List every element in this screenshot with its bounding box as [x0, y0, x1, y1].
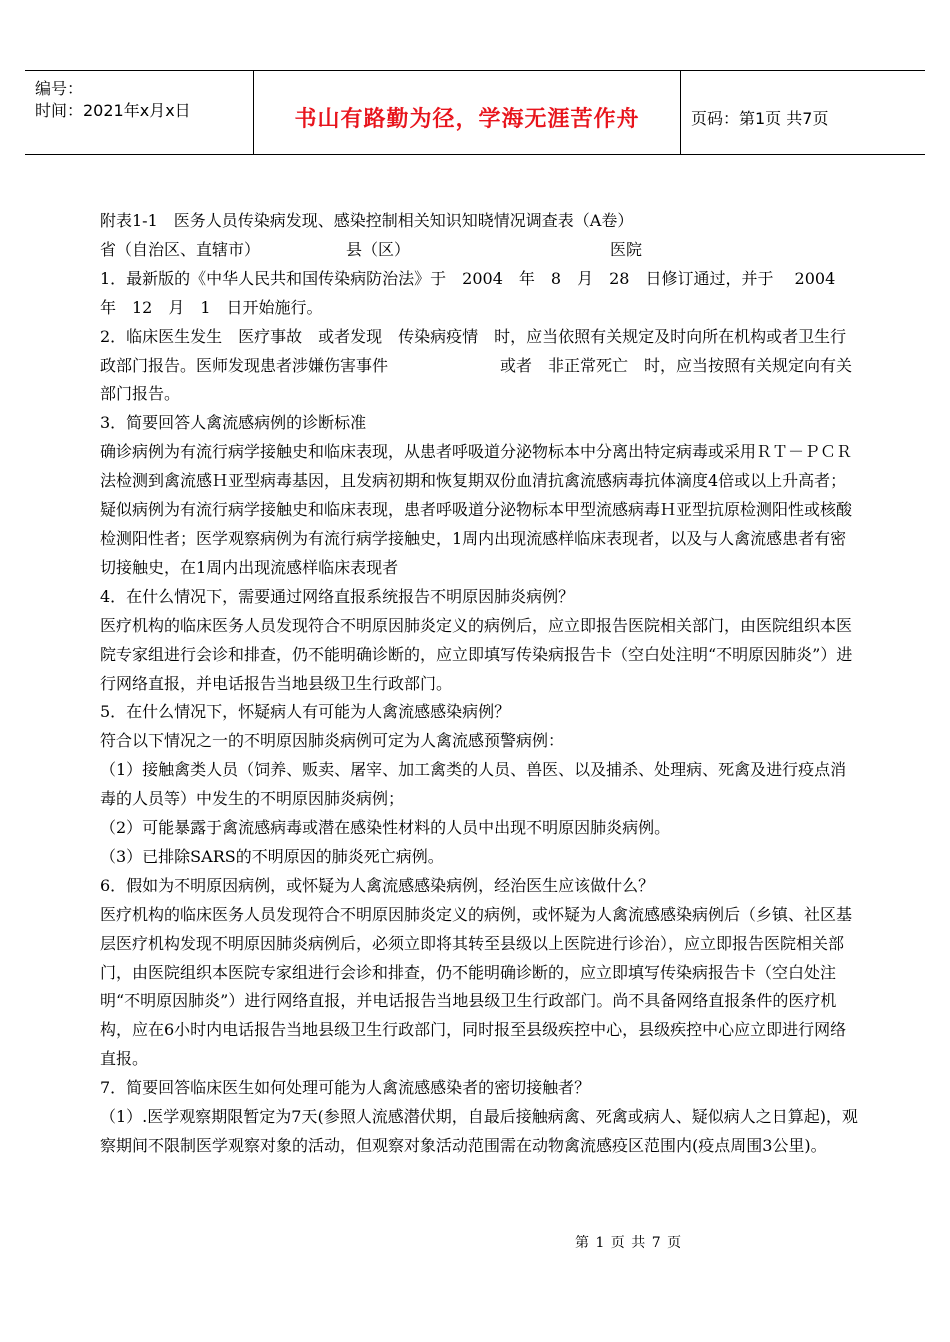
header-page-info: 页码：第1页 共7页: [691, 109, 829, 128]
region-line: [100, 236, 860, 265]
province-label: 省（自治区、直辖市）: [100, 239, 261, 259]
code-label: 编号：: [35, 79, 84, 98]
paragraph: 1．最新版的《中华人民共和国传染病防治法》于 2004 年 8 月 28 日修订通过，并于 2004 年 12 月 1 日开始施行。: [100, 268, 852, 317]
list-item: （1）.医学观察期限暂定为7天(参照人流感潜伏期，自最后接触病禽、死禽或病人、疑似病人之日算起)，观察期间不限制医学观察对象的活动，但观察对象活动范围需在动物禽流感疫区范围内(疫点周围3公里)。: [100, 1107, 858, 1155]
paragraph: 确诊病例为有流行病学接触史和临床表现，从患者呼吸道分泌物标本中分离出特定病毒或采用ＲＴ－ＰＣＲ法检测到禽流感Ｈ亚型病毒基因，且发病初期和恢复期双份血清抗禽流感病毒抗体滴度4倍或以上升高者；疑似病例为有流行病学接触史和临床表现，患者呼吸道分泌物标本甲型流感病毒Ｈ亚型抗原检测阳性或核酸检测阳性者；医学观察病例为有流行病学接触史，1周内出现流感样临床表现者，以及与人禽流感患者有密切接触史，在1周内出现流感样临床表现者: [100, 442, 853, 577]
header-meta: [35, 78, 191, 122]
document-body: [100, 207, 860, 1161]
county-label: 县（区）: [346, 239, 411, 259]
list-item: （3）已排除SARS的不明原因的肺炎死亡病例。: [100, 846, 444, 866]
page-footer: 第 1 页 共 7 页: [575, 1235, 683, 1251]
question-heading: 5．在什么情况下，怀疑病人有可能为人禽流感感染病例？: [100, 702, 511, 722]
hospital-label: 医院: [610, 239, 643, 259]
paragraph: 医疗机构的临床医务人员发现符合不明原因肺炎定义的病例，或怀疑为人禽流感感染病例后（乡镇、社区基层医疗机构发现不明原因肺炎病例后，必须立即将其转至县级以上医院进行诊治），应立即报告医院相关部门，由医院组织本医院专家组进行会诊和排查，仍不能明确诊断的，应立即填写传染病报告卡（空白处注明“不明原因肺炎”）进行网络直报，并电话报告当地县级卫生行政部门。尚不具备网络直报条件的医疗机构，应在6小时内电话报告当地县级卫生行政部门，同时报至县级疾控中心，县级疾控中心应立即进行网络直报。: [100, 904, 853, 1069]
document-header: [25, 70, 925, 156]
question-heading: 6．假如为不明原因病例，或怀疑为人禽流感感染病例，经治医生应该做什么？: [100, 875, 655, 895]
header-bottom-rule: [25, 154, 925, 155]
question-heading: 7．简要回答临床医生如何处理可能为人禽流感感染者的密切接触者？: [100, 1078, 591, 1098]
paragraph: 2．临床医生发生 医疗事故 或者发现 传染病疫情 时，应当依照有关规定及时向所在机构或者卫生行政部门报告。医师发现患者涉嫌伤害事件 或者 非正常死亡 时，应当按照有关规定向有关部门报告。: [100, 326, 853, 404]
form-title: 附表1-1 医务人员传染病发现、感染控制相关知识知晓情况调查表（A卷）: [100, 211, 634, 230]
paragraph: 符合以下情况之一的不明原因肺炎病例可定为人禽流感预警病例：: [100, 731, 565, 751]
list-item: （2）可能暴露于禽流感病毒或潜在感染性材料的人员中出现不明原因肺炎病例。: [100, 818, 671, 838]
question-heading: 4．在什么情况下，需要通过网络直报系统报告不明原因肺炎病例？: [100, 586, 575, 606]
paragraph: 医疗机构的临床医务人员发现符合不明原因肺炎定义的病例后，应立即报告医院相关部门，由医院组织本医院专家组进行会诊和排查，仍不能明确诊断的，应立即填写传染病报告卡（空白处注明“不明原因肺炎”）进行网络直报，并电话报告当地县级卫生行政部门。: [100, 615, 853, 693]
question-heading: 3．简要回答人禽流感病例的诊断标准: [100, 413, 367, 433]
header-divider-right: [680, 70, 681, 155]
list-item: （1）接触禽类人员（饲养、贩卖、屠宰、加工禽类的人员、兽医、以及捕杀、处理病、死禽及进行疫点消毒的人员等）中发生的不明原因肺炎病例；: [100, 760, 847, 809]
time-label: 时间：2021年x月x日: [35, 101, 191, 120]
header-motto: 书山有路勤为径，学海无涯苦作舟: [294, 107, 640, 132]
header-top-rule: [25, 70, 925, 71]
